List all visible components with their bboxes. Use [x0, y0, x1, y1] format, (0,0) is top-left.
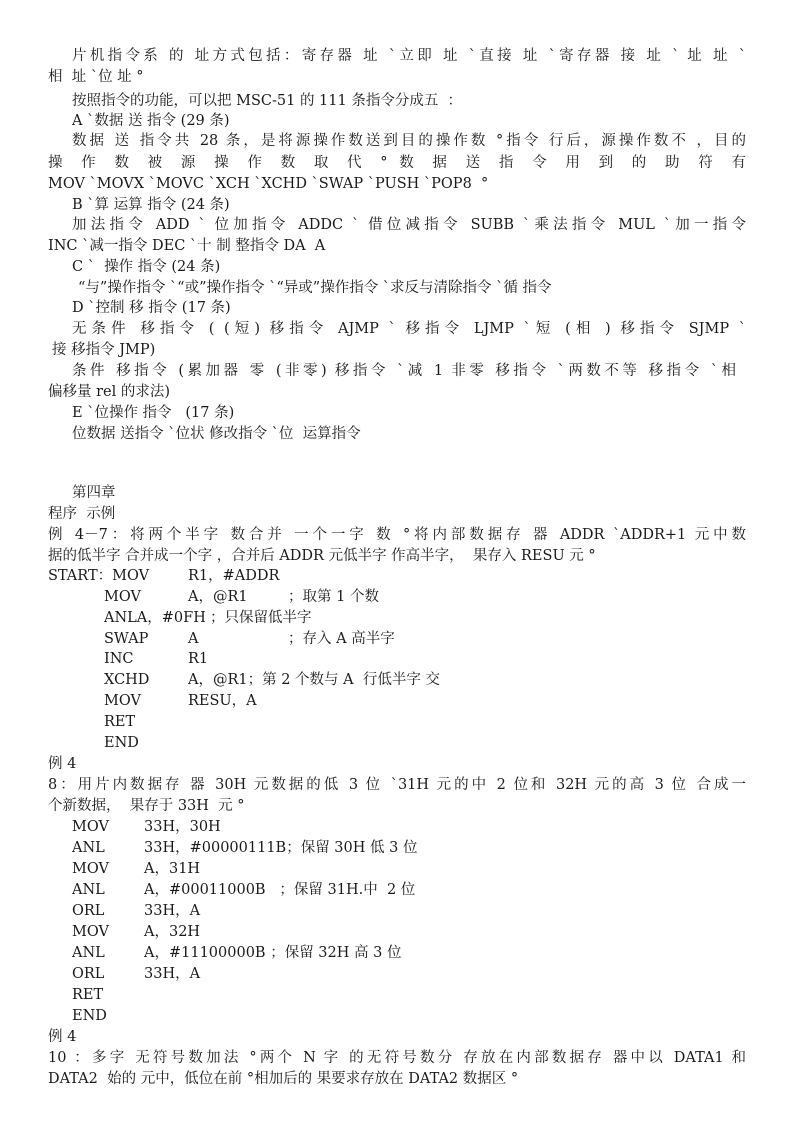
example-4-10-description: DATA2 始的 元中，低位在前 °相加后的 果要求存放在 DATA2 数据区 °	[48, 1071, 519, 1087]
code-line	[72, 923, 201, 943]
chapter-title: 第四章	[72, 485, 116, 501]
paragraph-line: 无条件 移指令 ( (短) 移指令 AJMP ` 移指令 LJMP `短 (相 ) 移指令 SJMP `	[72, 321, 746, 337]
code-line	[104, 609, 312, 629]
heading-logic: C ` 操作 指令 (24 条)	[72, 259, 221, 275]
code-comment: ；取第 1 个数	[288, 589, 379, 605]
code-line	[104, 630, 395, 650]
instruction-classes-intro: 按照指令的功能，可以把 MSC-51 的 111 条指令分成五 ：	[72, 93, 463, 109]
code-line	[48, 567, 280, 587]
code-arg: A，@R1	[188, 589, 248, 605]
code-line: RET	[104, 714, 136, 730]
code-line: END	[72, 1008, 107, 1024]
paragraph-line: 加法指令 ADD ` 位加指令 ADDC ` 借位减指令 SUBB `乘法指令 MUL `加一指令	[72, 217, 746, 233]
heading-arithmetic: B `算 运算 指令 (24 条)	[72, 197, 230, 213]
heading-control-transfer: D `控制 移 指令 (17 条)	[72, 300, 231, 316]
code-arg: R1	[188, 651, 209, 667]
code-op: START：MOV	[48, 568, 150, 584]
code-arg: A，#11100000B ；保留 32H 高 3 位	[144, 945, 402, 961]
example-4-10-heading: 10 ：多字 无符号数加法 °两个 N 字 的无符号数分 存放在内部数据存 器中以 DATA1 和	[48, 1050, 746, 1066]
code-line: END	[104, 735, 139, 751]
code-comment: ；存入 A 高半字	[288, 631, 395, 647]
example-4-10-label: 例 4	[48, 1029, 77, 1045]
example-4-8-description: 个新数据， 果存于 33H 元 °	[48, 798, 245, 814]
code-line: RET	[72, 987, 104, 1003]
code-op: MOV	[104, 693, 141, 709]
code-op: ANL	[72, 840, 105, 856]
code-op: MOV	[72, 924, 109, 940]
paragraph-line: 偏移量 rel 的求法)	[48, 384, 171, 400]
code-op: MOV	[72, 819, 109, 835]
paragraph-line: 条件 移指令 (累加器 零 (非零) 移指令 `减 1 非零 移指令 `两数不等 移指令 `相	[72, 363, 736, 379]
code-line	[104, 650, 209, 670]
code-op: MOV	[72, 861, 109, 877]
paragraph-line: “与”操作指令 `“或”操作指令 `“异或”操作指令 `求反与清除指令 `循 指令	[78, 280, 552, 296]
example-4-8-label: 例 4	[48, 756, 77, 772]
code-arg: R1，#ADDR	[188, 568, 280, 584]
code-line	[72, 902, 201, 922]
code-op: MOV	[104, 589, 141, 605]
code-arg: RESU，A	[188, 693, 257, 709]
code-op: ORL	[72, 903, 105, 919]
paragraph-line: INC `减一指令 DEC `十 制 整指令 DA A	[48, 238, 326, 254]
heading-bit-ops: E `位操作 指令 (17 条)	[72, 405, 235, 421]
code-line	[104, 671, 440, 691]
code-arg: A，#00011000B ；保留 31H.中 2 位	[144, 882, 416, 898]
code-arg: 33H，A	[144, 966, 201, 982]
paragraph-line: 位数据 送指令 `位状 修改指令 `位 运算指令	[72, 426, 361, 442]
code-op: SWAP	[104, 631, 149, 647]
code-op: ANL	[72, 945, 105, 961]
code-op: ANLA，#0FH	[104, 610, 206, 626]
code-op: ORL	[72, 966, 105, 982]
paragraph-line: MOV `MOVX `MOVC `XCH `XCHD `SWAP `PUSH `POP8 °	[48, 176, 489, 192]
code-line	[72, 965, 201, 985]
code-line	[72, 944, 402, 964]
code-comment: ；只保留低半字	[210, 610, 312, 626]
code-line	[72, 881, 416, 901]
paragraph-line: 数据 送 指令共 28 条，是将源操作数送到目的操作数 °指令 行后，源操作数不 ，目的	[72, 133, 746, 149]
code-line	[72, 839, 418, 859]
code-arg: A，@R1；第 2 个数与 A 行低半字 交	[188, 672, 440, 688]
code-arg: 33H，30H	[144, 819, 221, 835]
heading-data-transfer: A `数据 送 指令 (29 条)	[72, 113, 230, 129]
code-op: XCHD	[104, 672, 150, 688]
code-arg: A	[188, 631, 199, 647]
code-line	[104, 692, 257, 712]
example-4-8-heading: 8：用片内数据存 器 30H 元数据的低 3 位 `31H 元的中 2 位和 32H 元的高 3 位 合成一	[48, 777, 746, 793]
code-op: INC	[104, 651, 134, 667]
paragraph-line: 接 移指令 JMP)	[52, 342, 156, 358]
chapter-subtitle: 程序 示例	[48, 506, 116, 522]
code-op: ANL	[72, 882, 105, 898]
addressing-modes-line: 片机指令系 的 址方式包括：寄存器 址 `立即 址 `直接 址 `寄存器 接 址 ` 址 址 `	[72, 48, 746, 64]
example-4-7-description: 据的低半字 合并成一个字 ，合并后 ADDR 元低半字 作高半字， 果存入 RESU 元 °	[48, 548, 596, 564]
code-arg: A，32H	[144, 924, 201, 940]
paragraph-line: 操 作 数 被 源 操 作 数 取 代 ° 数 据 送 指 令 用 到 的 助 符 有	[48, 155, 746, 171]
example-4-7-heading: 例 4－7：将两个半字 数合并 一个一字 数 °将内部数据存 器 ADDR `ADDR+1 元中数	[48, 527, 746, 543]
addressing-modes-line-cont: 相 址 `位 址 °	[48, 69, 144, 85]
code-line	[72, 860, 201, 880]
code-arg: A，31H	[144, 861, 201, 877]
code-arg: 33H，A	[144, 903, 201, 919]
code-arg: 33H，#00000111B；保留 30H 低 3 位	[144, 840, 418, 856]
code-line	[72, 818, 221, 838]
code-line	[104, 588, 379, 608]
